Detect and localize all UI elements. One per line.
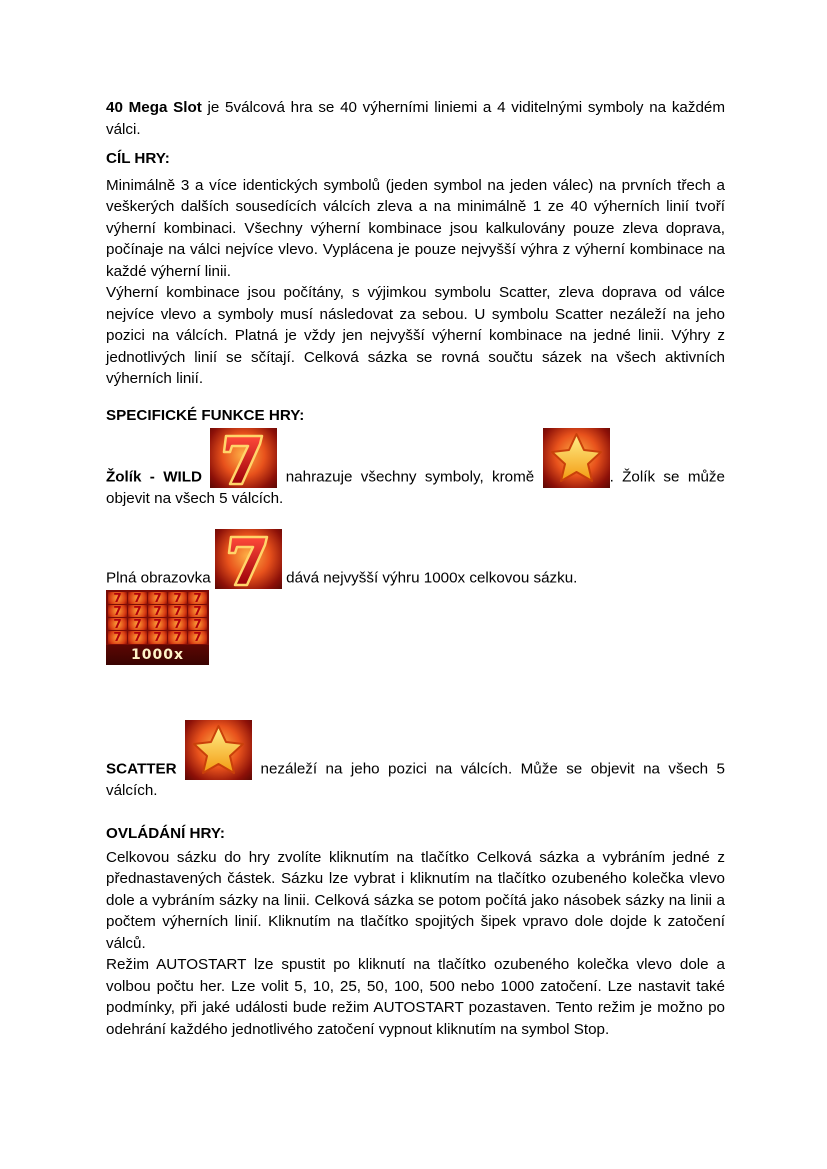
section-heading-spec: SPECIFICKÉ FUNKCE HRY: bbox=[106, 406, 305, 424]
section-heading-ovl: OVLÁDÁNÍ HRY: bbox=[106, 825, 225, 842]
full-screen-sevens-image: 7 7 7 7 7 7 7 7 7 7 7 7 7 7 7 7 7 7 7 7 1000x bbox=[106, 590, 209, 665]
section-heading-cil: CÍL HRY: bbox=[106, 150, 170, 167]
scatter-text: nezáleží na jeho pozici na válcích. Může se objevit na všech 5 válcích. bbox=[106, 760, 725, 799]
seven-symbol-icon bbox=[215, 529, 282, 589]
wild-text-end: . Žolík se může objevit na všech 5 válcích. bbox=[106, 468, 725, 507]
game-name: 40 Mega Slot bbox=[106, 99, 202, 116]
intro-text: je 5válcová hra se 40 výherními liniemi a 4 viditelnými symboly na každém válci. bbox=[106, 99, 726, 138]
fullscreen-paragraph bbox=[106, 529, 725, 589]
ovl-paragraph-1: Celkovou sázku do hry zvolíte kliknutím na tlačítko Celková sázka a vybráním jedné z přednastavených částek. Sázku lze vybrat i kliknutím na tlačítko ozubeného kolečka vlevo dole a vybráním sázky na linii. Celková sázka se potom počítá jako násobek sázky na linii a počtem výherních linií. Kliknutím na tlačítko spojitých šipek vpravo dole dojde k zatočení válců. bbox=[106, 848, 725, 952]
cil-paragraph-2: Výherní kombinace jsou počítány, s výjimkou symbolu Scatter, zleva doprava od válce nejvíce vlevo a symboly musí následovat za sebou. U symbolu Scatter nezáleží na jeho pozici na válcích. Platná je vždy jen nejvyšší výherní kombinace na jedné linii. Výhry z jednotlivých linií se sčítají. Celková sázka se rovná součtu sázek na všech aktivních výherních linií. bbox=[106, 284, 725, 387]
ovl-paragraph-2: Režim AUTOSTART lze spustit po kliknutí na tlačítko ozubeného kolečka vlevo dole a volbou počtu her. Lze volit 5, 10, 25, 50, 100, 500 nebo 1000 zatočení. Lze nastavit také podmínky, při jaké události bude režim AUTOSTART pozastaven. Tento režim je možno po odehrání každého jednotlivého zatočení vypnout kliknutím na symbol Stop. bbox=[106, 956, 725, 1038]
fullscreen-text-pre: Plná obrazovka bbox=[106, 569, 215, 586]
fullscreen-text-post: dává nejvyšší výhru 1000x celkovou sázku. bbox=[286, 569, 578, 586]
cil-paragraph-1: Minimálně 3 a více identických symbolů (jeden symbol na jeden válec) na prvních třech a veškerých dalších sousedících válcích zleva a na minimálně 1 ze 40 výherních linií tvoří výherní kombinaci. Všechny výherní kombinace jsou kalkulovány pouze zleva doprava, počínaje na válci nejvíce vlevo. Vyplácena je pouze nejvyšší výhra z výherní kombinace na každé výherní linii. bbox=[106, 176, 725, 280]
document-page bbox=[106, 97, 725, 1040]
scatter-label: SCATTER bbox=[106, 760, 177, 777]
seven-symbol-icon bbox=[210, 428, 277, 488]
wild-paragraph bbox=[106, 428, 725, 510]
wild-label: Žolík - WILD bbox=[106, 468, 203, 486]
star-symbol-icon bbox=[543, 428, 610, 488]
scatter-paragraph bbox=[106, 720, 725, 802]
star-symbol-icon bbox=[185, 720, 252, 780]
wild-text-mid: nahrazuje všechny symboly, kromě bbox=[277, 468, 543, 486]
multiplier-label: 1000x bbox=[106, 645, 209, 665]
intro-paragraph bbox=[106, 97, 725, 140]
